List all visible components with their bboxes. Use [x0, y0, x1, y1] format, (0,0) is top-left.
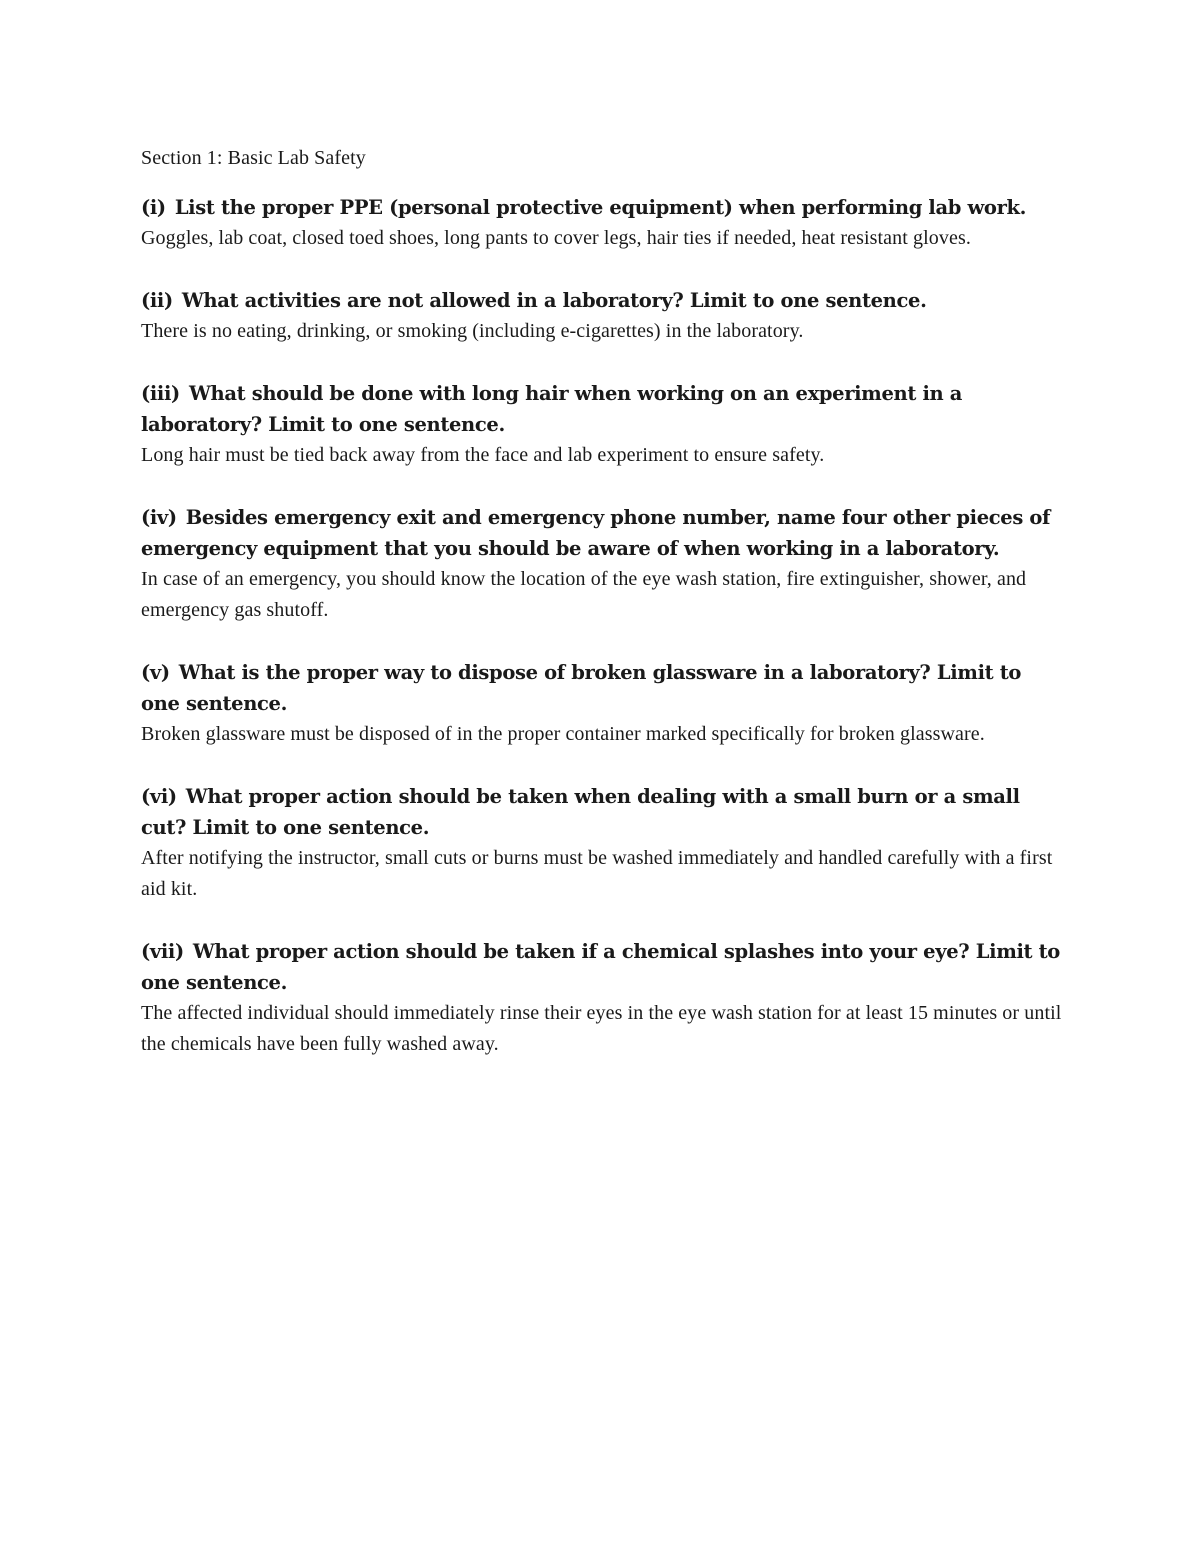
question-label: What proper action should be taken when dealing with a small burn or a small cut? Limit to one sentence.	[141, 785, 1020, 839]
question-block	[141, 192, 1066, 254]
question-text	[141, 378, 1066, 440]
question-number: (iii)	[141, 382, 180, 405]
question-block	[141, 936, 1066, 1060]
question-number: (v)	[141, 661, 170, 684]
question-text	[141, 502, 1066, 564]
question-block	[141, 378, 1066, 471]
question-label: What activities are not allowed in a laboratory? Limit to one sentence.	[181, 289, 927, 312]
question-block	[141, 502, 1066, 626]
question-label: Besides emergency exit and emergency phone number, name four other pieces of emergency equipment that you should be aware of when working in a laboratory.	[141, 506, 1051, 560]
question-number: (ii)	[141, 289, 173, 312]
question-label: What proper action should be taken if a chemical splashes into your eye? Limit to one sentence.	[141, 940, 1060, 994]
question-block	[141, 657, 1066, 750]
answer-text: Long hair must be tied back away from the face and lab experiment to ensure safety.	[141, 444, 825, 466]
section-title: Section 1: Basic Lab Safety	[141, 147, 366, 169]
answer-text: In case of an emergency, you should know the location of the eye wash station, fire extinguisher, shower, and emergency gas shutoff.	[141, 568, 1027, 621]
answer-text: After notifying the instructor, small cuts or burns must be washed immediately and handled carefully with a first aid kit.	[141, 847, 1053, 900]
document-page	[141, 143, 1066, 1091]
question-number: (vii)	[141, 940, 184, 963]
answer-text: There is no eating, drinking, or smoking (including e-cigarettes) in the laboratory.	[141, 320, 804, 342]
answer-text: Goggles, lab coat, closed toed shoes, long pants to cover legs, hair ties if needed, heat resistant gloves.	[141, 227, 971, 249]
question-number: (iv)	[141, 506, 177, 529]
question-label: List the proper PPE (personal protective equipment) when performing lab work.	[174, 196, 1027, 219]
question-text	[141, 285, 1066, 316]
question-label: What should be done with long hair when working on an experiment in a laboratory? Limit to one sentence.	[141, 382, 963, 436]
question-number: (vi)	[141, 785, 177, 808]
answer-text: The affected individual should immediately rinse their eyes in the eye wash station for at least 15 minutes or until the chemicals have been fully washed away.	[141, 1002, 1062, 1055]
question-number: (i)	[141, 196, 166, 219]
question-text	[141, 192, 1066, 223]
answer-text: Broken glassware must be disposed of in the proper container marked specifically for broken glassware.	[141, 723, 985, 745]
question-text	[141, 657, 1066, 719]
question-text	[141, 781, 1066, 843]
question-label: What is the proper way to dispose of broken glassware in a laboratory? Limit to one sentence.	[141, 661, 1022, 715]
question-block	[141, 781, 1066, 905]
question-text	[141, 936, 1066, 998]
question-block	[141, 285, 1066, 347]
